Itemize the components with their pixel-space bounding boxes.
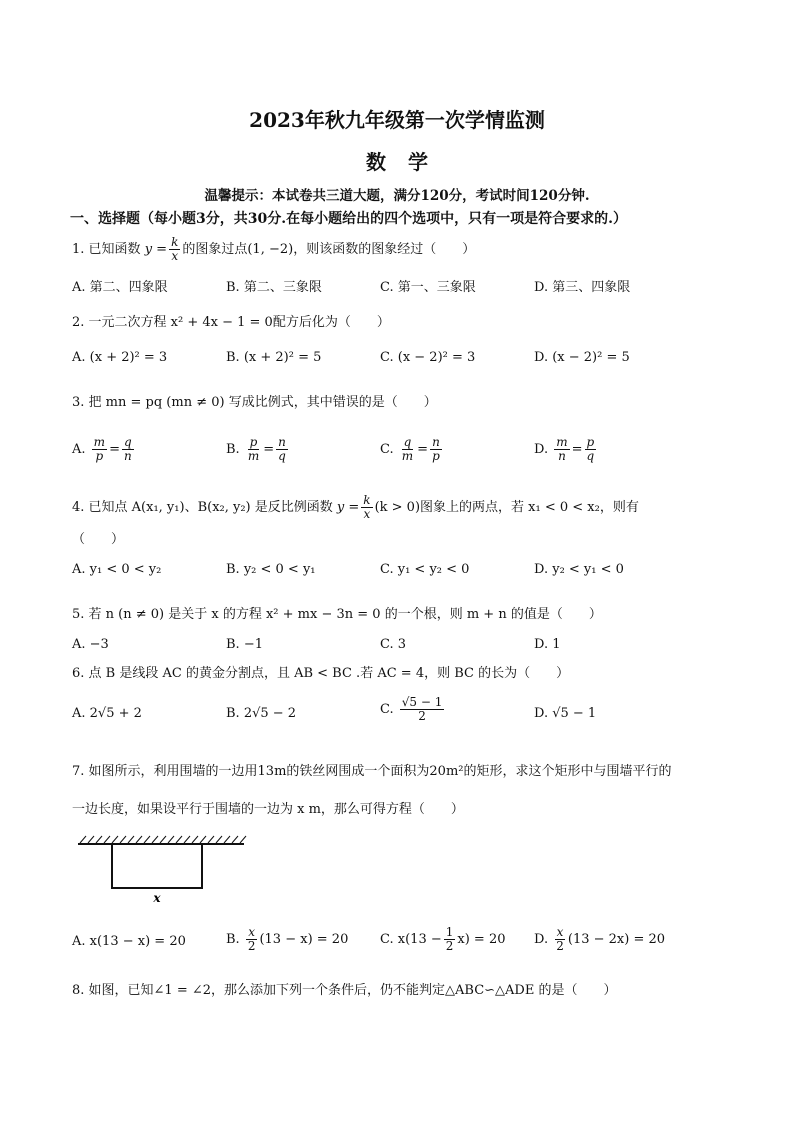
figure-label-x: x	[153, 891, 161, 904]
q3-option-c: C. $\frac{q}{m}$ = $\frac{n}{p}$	[380, 435, 440, 464]
q3-option-b: B. $\frac{p}{m}$ = $\frac{n}{q}$	[226, 435, 286, 464]
fraction: $\frac{k}{x}$	[171, 235, 179, 264]
q4-option-d: D. y₂ < y₁ < 0	[534, 562, 624, 577]
q5-option-d: D. 1	[534, 637, 561, 652]
q2-option-b: B. (x + 2)² = 5	[226, 350, 322, 365]
fence-rectangle	[112, 845, 202, 888]
question-2-stem: 2. 一元二次方程 x² + 4x − 1 = 0配方后化为（ ）	[72, 315, 390, 330]
q2-option-c: C. (x − 2)² = 3	[380, 350, 476, 365]
q2-option-a: A. (x + 2)² = 3	[72, 350, 168, 365]
q6-option-d: D. √5 − 1	[534, 706, 597, 721]
q7-option-c: C. x(13 − $\frac{1}{2}$ x) = 20	[380, 925, 506, 954]
q1-option-c: C. 第一、三象限	[380, 280, 476, 295]
q4-option-b: B. y₂ < 0 < y₁	[226, 562, 316, 577]
q6-option-a: A. 2√5 + 2	[72, 706, 142, 721]
q3-option-d: D. $\frac{m}{n}$ = $\frac{p}{q}$	[534, 435, 595, 464]
section-heading: 一、选择题（每小题3分，共30分.在每小题给出的四个选项中，只有一项是符合要求的.）	[70, 211, 627, 227]
q1-option-a: A. 第二、四象限	[72, 280, 168, 295]
subject-title: 数学	[366, 150, 450, 174]
question-3-stem: 3. 把 mn = pq (mn ≠ 0) 写成比例式，其中错误的是（ ）	[72, 395, 437, 410]
q1-option-d: D. 第三、四象限	[534, 280, 631, 295]
q2-option-d: D. (x − 2)² = 5	[534, 350, 630, 365]
question-4-stem: 4. 已知点 A(x₁, y₁)、B(x₂, y₂) 是反比例函数 y = $\frac{k}{x}$ (k > 0)图象上的两点，若 x₁ < 0 < x₂，则有	[72, 493, 639, 522]
question-1-stem: 1. 已知函数 y = $\frac{k}{x}$ 的图象过点(1, −2)，则该函数的图象经过（ ）	[72, 235, 476, 264]
q1-option-b: B. 第二、三象限	[226, 280, 322, 295]
q5-option-c: C. 3	[380, 637, 407, 652]
question-4-paren: （ ）	[72, 532, 125, 547]
exam-tip: 温馨提示：本试卷共三道大题，满分120分，考试时间120分钟.	[204, 188, 590, 204]
q4-option-c: C. y₁ < y₂ < 0	[380, 562, 470, 577]
wall-rectangle-figure	[78, 834, 248, 904]
q4-option-a: A. y₁ < 0 < y₂	[72, 562, 162, 577]
q6-option-b: B. 2√5 − 2	[226, 706, 297, 721]
q3-option-a: A. $\frac{m}{p}$ = $\frac{q}{n}$	[72, 435, 132, 464]
q5-option-a: A. −3	[72, 637, 109, 652]
question-7-stem-line2: 一边长度，如果设平行于围墙的一边为 x m，那么可得方程（ ）	[72, 802, 464, 817]
question-7-stem-line1: 7. 如图所示，利用围墙的一边用13m的铁丝网围成一个面积为20m²的矩形，求这个矩形中与围墙平行的	[72, 764, 672, 779]
question-6-stem: 6. 点 B 是线段 AC 的黄金分割点，且 AB < BC .若 AC = 4，则 BC 的长为（ ）	[72, 666, 570, 681]
q7-option-b: B. $\frac{x}{2}$ (13 − x) = 20	[226, 925, 349, 954]
exam-title: 2023年秋九年级第一次学情监测	[249, 108, 545, 132]
wall-hatching	[80, 836, 246, 843]
question-8-stem: 8. 如图，已知∠1 = ∠2，那么添加下列一个条件后，仍不能判定△ABC∽△ADE 的是（ ）	[72, 983, 617, 998]
question-5-stem: 5. 若 n (n ≠ 0) 是关于 x 的方程 x² + mx − 3n = 0 的一个根，则 m + n 的值是（ ）	[72, 607, 602, 622]
q6-option-c: C. $\frac{√5 - 1}{2}$	[380, 695, 443, 724]
q7-option-d: D. $\frac{x}{2}$ (13 − 2x) = 20	[534, 925, 666, 954]
q5-option-b: B. −1	[226, 637, 263, 652]
q7-option-a: A. x(13 − x) = 20	[72, 934, 186, 949]
